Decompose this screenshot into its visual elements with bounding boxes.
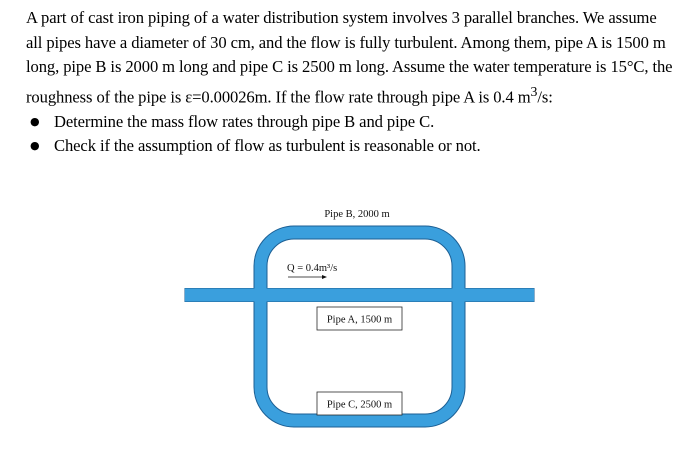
bullet-icon: ● <box>30 139 40 153</box>
flow-rate-label: Q = 0.4m³/s <box>287 263 338 274</box>
task-text: Check if the assumption of flow as turbulent is reasonable or not. <box>54 136 481 156</box>
pipe-a-junctions <box>185 289 534 302</box>
pipe-b-label: Pipe B, 2000 m <box>324 209 390 220</box>
pipe-c-label: Pipe C, 2500 m <box>326 399 393 411</box>
pipe-a-label: Pipe A, 1500 m <box>326 314 393 326</box>
flow-arrow-icon <box>322 275 327 279</box>
bullet-icon: ● <box>30 114 40 128</box>
task-text: Determine the mass flow rates through pipe B and pipe C. <box>54 111 435 131</box>
paragraph-text: A part of cast iron piping of a water distribution system involves 3 parallel branches. We assume all pipes have a diameter of 30 cm, and the flow is fully turbulent. Among them, pipe A is 1500 m long, pipe B is 2000 m long and pipe C is 2500 m long. Assume the water temperature is 15°C, the roughness of the pipe is ε=0.00026m. If the flow rate through pipe A is 0.4 m <box>26 8 673 107</box>
cubic-superscript: 3 <box>530 83 538 99</box>
paragraph-text-end: /s: <box>537 87 553 107</box>
